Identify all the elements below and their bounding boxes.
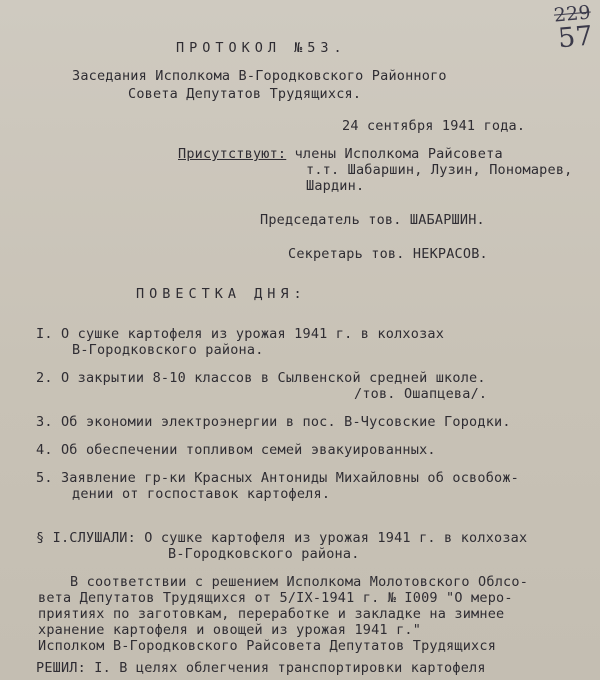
secretary: Секретарь тов. НЕКРАСОВ. [288,246,488,262]
agenda-item-5-line-2: дении от госпоставок картофеля. [72,486,331,502]
archive-old-number: 229 [553,1,592,27]
body-line-2: вета Депутатов Трудящихся от 5/IX-1941 г. № I009 "О меро- [38,590,513,606]
agenda-item-2-line-1: 2. О закрытии 8-10 классов в Сылвенской средней школе. [36,370,486,386]
body-line-1: В соответствии с решением Исполкома Молотовского Облсо- [70,574,529,590]
agenda-item-5-line-1: 5. Заявление гр-ки Красных Антониды Михайловны об освобож- [36,470,520,486]
body-line-4: хранение картофеля и овощей из урожая 1941 г." [38,622,422,638]
subtitle-line-2: Совета Депутатов Трудящихся. [128,86,362,102]
archive-page-number [553,0,595,55]
chairman: Председатель тов. ШАБАРШИН. [260,212,485,228]
body-line-5: Исполком В-Городковского Райсовета Депутатов Трудящихся [38,638,497,654]
decided-line-1: РЕШИЛ: I. В целях облегчения транспортировки картофеля [36,660,486,676]
agenda-item-2-line-2: /тов. Ошапцева/. [354,386,488,402]
archive-new-number: 57 [556,20,595,55]
heard-line-1: § I.СЛУШАЛИ: О сушке картофеля из урожая 1941 г. в колхозах [36,530,528,546]
attendance-line-1: члены Исполкома Райсовета [286,146,503,162]
attendance-line-3: Шардин. [306,178,365,194]
body-line-3: приятиях по заготовкам, переработке и закладке на зимнее [38,606,505,622]
attendance-line-2: т.т. Шабаршин, Лузин, Пономарев, [306,162,573,178]
agenda-item-1-line-2: В-Городковского района. [72,342,264,358]
subtitle-line-1: Заседания Исполкома В-Городковского Районного [72,68,447,84]
document-date: 24 сентября 1941 года. [342,118,526,134]
document-title: ПРОТОКОЛ №53. [176,40,347,56]
attendance-row [178,146,503,162]
agenda-item-1-line-1: I. О сушке картофеля из урожая 1941 г. в колхозах [36,326,445,342]
heard-line-2: В-Городковского района. [168,546,360,562]
agenda-item-3: 3. Об экономии электроэнергии в пос. В-Чусовские Городки. [36,414,511,430]
attendance-label: Присутствуют: [178,146,287,162]
agenda-heading: ПОВЕСТКА ДНЯ: [136,286,307,302]
agenda-item-4: 4. Об обеспечении топливом семей эвакуированных. [36,442,436,458]
